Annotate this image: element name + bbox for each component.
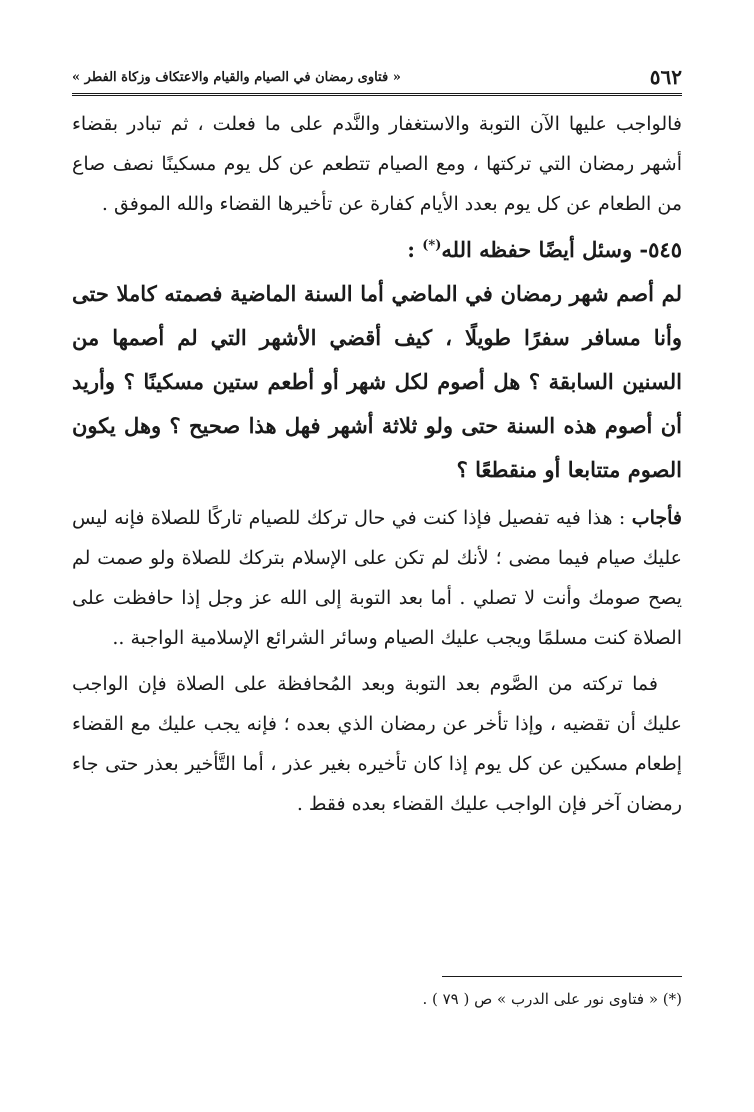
footnote-divider [442, 976, 682, 977]
answer-paragraph-1 [72, 498, 682, 658]
question-text: لم أصم شهر رمضان في الماضي أما السنة الماضية فصمته كاملا حتى وأنا مسافر سفرًا طويلًا ، كيف أقضي الأشهر التي لم أصمها من السنين السابقة ؟ هل أصوم لكل شهر أو أطعم ستين مسكينًا ؟ وأريد أن أصوم هذه السنة حتى ولو ثلاثة أشهر فهل هذا صحيح ؟ وهل يكون الصوم متتابعا أو منقطعًا ؟ [72, 281, 682, 482]
running-title: « فتاوى رمضان في الصيام والقيام والاعتكاف وزكاة الفطر » [72, 69, 401, 85]
previous-answer-continuation: فالواجب عليها الآن التوبة والاستغفار والنَّدم على ما فعلت ، ثم تبادر بقضاء أشهر رمضان التي تركتها ، ومع الصيام تتطعم عن كل يوم مسكينًا نصف صاع من الطعام عن كل يوم بعدد الأيام كفارة عن تأخيرها القضاء والله الموفق . [72, 113, 682, 215]
footnote: (*) « فتاوى نور على الدرب » ص ( ٧٩ ) . [422, 990, 682, 1008]
page-number: ٥٦٢ [649, 65, 682, 89]
header-divider [72, 93, 682, 96]
question-colon: : [407, 237, 423, 262]
question-heading [72, 230, 682, 270]
page-header [72, 62, 682, 92]
answer-lead: فأجاب [631, 507, 682, 529]
answer-text-1: : هذا فيه تفصيل فإذا كنت في حال تركك للصيام تاركًا للصلاة فإنه ليس عليك صيام فيما مضى ؛ لأنك لم تكن على الإسلام بتركك للصلاة ولو صمت لم يصح صومك وأنت لا تصلي . أما بعد التوبة إلى الله عز وجل إذا حافظت على الصلاة كنت مسلمًا ويجب عليك الصيام وسائر الشرائع الإسلامية الواجبة .. [72, 507, 682, 649]
answer-paragraph-2: فما تركته من الصَّوم بعد التوبة وبعد المُحافظة على الصلاة فإن الواجب عليك أن تقضيه ، وإذا تأخر عن رمضان الذي بعده ؛ فإنه يجب عليك مع القضاء إطعام مسكين عن كل يوم إذا كان تأخيره بغير عذر ، أما التَّأخير بعذر حتى جاء رمضان آخر فإن الواجب عليك القضاء بعده فقط . [72, 673, 682, 815]
question-number: ٥٤٥- وسئل أيضًا حفظه الله [441, 237, 682, 262]
page-body [72, 104, 682, 824]
footnote-marker: (*) [422, 238, 442, 253]
